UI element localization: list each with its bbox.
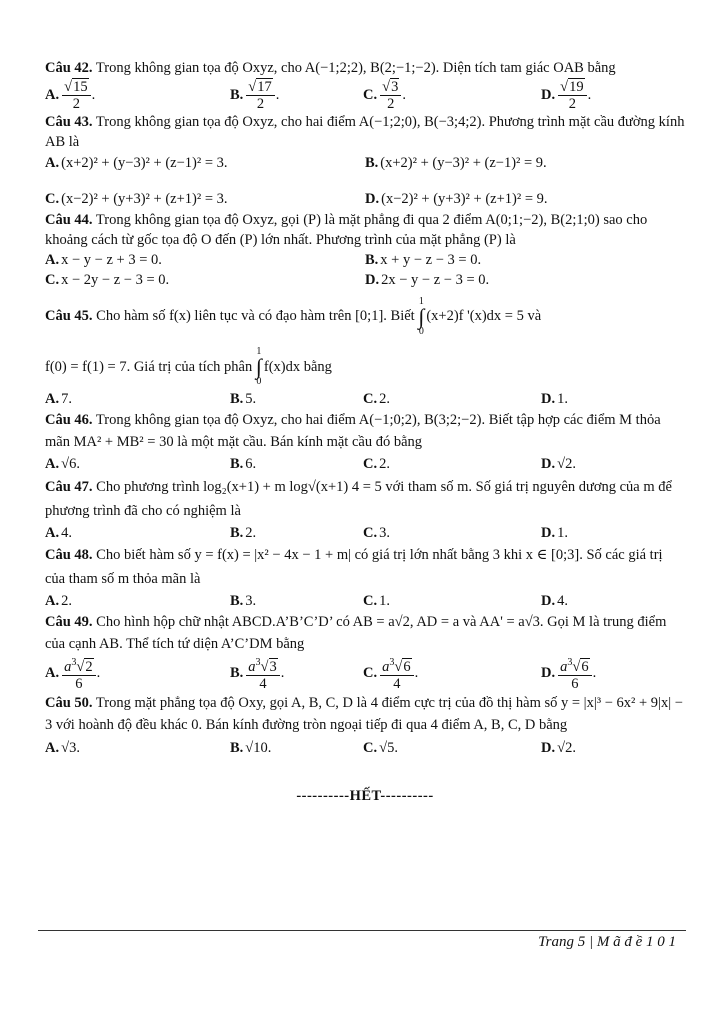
question-text: Trong không gian tọa độ Oxyz, gọi (P) là mặt phẳng đi qua 2 điểm A(0;1;−2), B(2;1;0) sao cho khoảng cách từ gốc tọa độ O đến (P) lớn nhất. Phương trình của mặt phẳng (P) là	[45, 212, 648, 248]
option-d[interactable]: D. $\frac{√19}{2}$ .	[541, 78, 592, 112]
option-c[interactable]: C. √5.	[363, 739, 398, 756]
exam-page	[45, 58, 685, 805]
question-49: Câu 49. Cho hình hộp chữ nhật ABCD.A’B’C’D’ có AB = a√2, AD = a và AA' = a√3. Gọi M là trung điểm của cạnh AB. Thể tích tứ diện A’C’DM bằng A. $\frac{a^3√2}{6}$ . B. $\frac{a^3√3}{4}$ . C. $\frac{a^3√6}{4}$ . D. $\frac{a^3√6}{6}$ .	[45, 611, 685, 692]
option-d[interactable]: D. 1.	[541, 524, 568, 541]
question-number: Câu 49.	[45, 613, 93, 630]
option-d[interactable]: D. 4.	[541, 592, 568, 609]
option-a[interactable]: A. x − y − z + 3 = 0.	[45, 252, 162, 268]
option-b[interactable]: B. 3.	[230, 592, 257, 609]
integral-sign: 1 ∫ 0	[418, 295, 425, 337]
option-c[interactable]: C. $\frac{√3}{2}$ .	[363, 78, 406, 112]
question-50: Câu 50. Trong mặt phẳng tọa độ Oxy, gọi A, B, C, D là 4 điểm cực trị của đồ thị hàm số y = |x|³ − 6x² + 9|x| − 3 với hoành độ đều khác 0. Bán kính đường tròn ngoại tiếp đi qua 4 điểm A, B, C, D bằng A. √3. B. √10. C. √5. D. √2.	[45, 692, 685, 760]
question-48: Câu 48. Cho biết hàm số y = f(x) = |x² − 4x − 1 + m| có giá trị lớn nhất bằng 3 khi x ∈ [0;3]. Số các giá trị của tham số m thỏa mãn là A. 2. B. 3. C. 1. D. 4.	[45, 543, 685, 611]
option-c[interactable]: C. 2.	[363, 390, 390, 407]
option-b[interactable]: B. x + y − z − 3 = 0.	[365, 252, 482, 268]
integral-sign: 1 ∫ 0	[255, 346, 262, 388]
option-d[interactable]: D. 2x − y − z − 3 = 0.	[365, 272, 490, 288]
option-b[interactable]: B. $\frac{a^3√3}{4}$ .	[230, 656, 285, 692]
footer-divider	[38, 930, 686, 931]
option-d[interactable]: D. √2.	[541, 739, 576, 756]
question-number: Câu 45.	[45, 308, 93, 324]
question-number: Câu 46.	[45, 411, 93, 428]
option-d[interactable]: D. $\frac{a^3√6}{6}$ .	[541, 656, 597, 692]
option-b[interactable]: B. √10.	[230, 739, 272, 756]
question-42	[45, 58, 685, 112]
option-a[interactable]: A. $\frac{√15}{2}$ .	[45, 78, 96, 112]
question-number: Câu 42.	[45, 60, 93, 76]
option-c[interactable]: C. x − 2y − z − 3 = 0.	[45, 272, 170, 288]
question-number: Câu 43.	[45, 114, 93, 130]
question-47: Câu 47. Cho phương trình log₂(x+1) + m log√(x+1) 4 = 5 với tham số m. Số giá trị nguyên dương của m để phương trình đã cho có nghiệm là A. 4. B. 2. C. 3. D. 1.	[45, 475, 685, 543]
option-a[interactable]: A. 7.	[45, 390, 72, 407]
option-d[interactable]: D. 1.	[541, 390, 568, 407]
question-text: Trong không gian tọa độ Oxyz, cho hai điểm A(−1;2;0), B(−3;4;2). Phương trình mặt cầu đường kính AB là	[45, 114, 685, 150]
option-b[interactable]: B. $\frac{√17}{2}$ .	[230, 78, 280, 112]
end-marker: ----------HẾT----------	[296, 787, 434, 804]
option-a[interactable]: A. 2.	[45, 592, 72, 609]
option-c[interactable]: C. 3.	[363, 524, 390, 541]
question-number: Câu 44.	[45, 212, 93, 228]
option-c[interactable]: C. 2.	[363, 455, 390, 472]
option-b[interactable]: B. 2.	[230, 524, 257, 541]
option-c[interactable]: C. 1.	[363, 592, 390, 609]
option-a[interactable]: A. (x+2)² + (y−3)² + (z−1)² = 3.	[45, 155, 228, 171]
option-a[interactable]: A. √6.	[45, 455, 80, 472]
question-44	[45, 210, 685, 290]
question-text: Trong không gian tọa độ Oxyz, cho A(−1;2;2), B(2;−1;−2). Diện tích tam giác OAB bằng	[92, 60, 616, 76]
option-a[interactable]: A. 4.	[45, 524, 72, 541]
page-footer: Trang 5 | M ã đ ề 1 0 1	[538, 934, 676, 950]
question-45: Câu 45. Cho hàm số f(x) liên tục và có đạo hàm trên [0;1]. Biết 1 ∫ 0 (x+2)f '(x)dx = 5 và f(0) = f(1) = 7. Giá trị của tích phân 1 ∫ 0 f(x)dx bằng A. 7. B. 5. C. 2. D. 1.	[45, 296, 685, 409]
option-c[interactable]: C. $\frac{a^3√6}{4}$ .	[363, 656, 419, 692]
question-number: Câu 48.	[45, 546, 93, 563]
option-b[interactable]: B. 5.	[230, 390, 257, 407]
option-b[interactable]: B. 6.	[230, 455, 257, 472]
option-c[interactable]: C. (x−2)² + (y+3)² + (z+1)² = 3.	[45, 191, 228, 207]
option-a[interactable]: A. $\frac{a^3√2}{6}$ .	[45, 656, 101, 692]
question-43	[45, 112, 685, 210]
question-number: Câu 50.	[45, 694, 93, 711]
option-a[interactable]: A. √3.	[45, 739, 80, 756]
option-d[interactable]: D. √2.	[541, 455, 576, 472]
option-d[interactable]: D. (x−2)² + (y+3)² + (z+1)² = 9.	[365, 191, 548, 207]
question-number: Câu 47.	[45, 478, 93, 495]
option-b[interactable]: B. (x+2)² + (y−3)² + (z−1)² = 9.	[365, 155, 547, 171]
question-46: Câu 46. Trong không gian tọa độ Oxyz, cho hai điểm A(−1;0;2), B(3;2;−2). Biết tập hợp các điểm M thỏa mãn MA² + MB² = 30 là một mặt cầu. Bán kính mặt cầu đó bằng A. √6. B. 6. C. 2. D. √2.	[45, 409, 685, 475]
